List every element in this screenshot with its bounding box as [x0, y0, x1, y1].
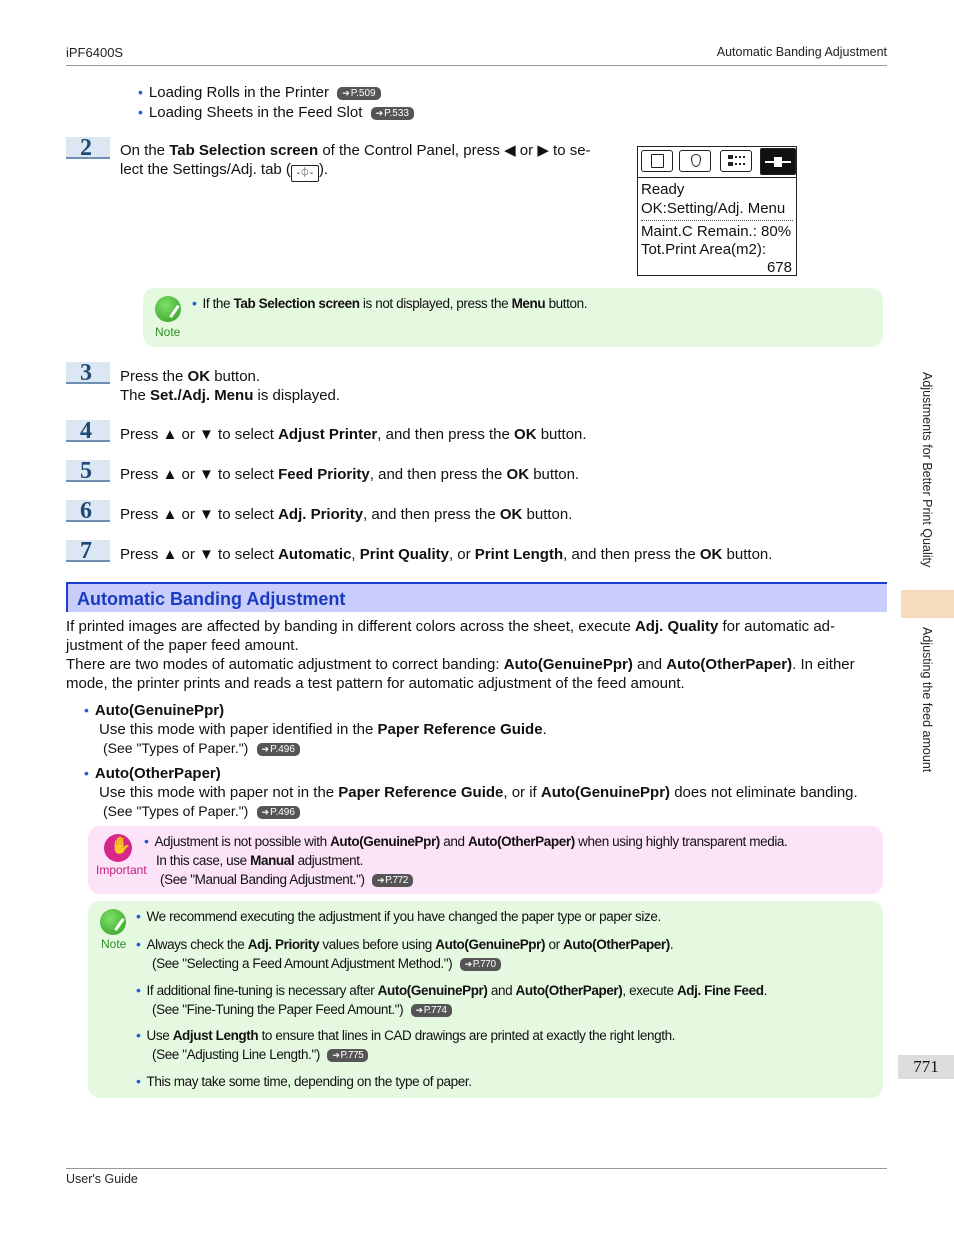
important-hand-icon: [104, 834, 132, 862]
text: and: [439, 834, 468, 849]
see-text: (See "Adjusting Line Length."): [152, 1047, 320, 1062]
bullet-icon: •: [84, 765, 89, 781]
left-arrow-icon: ◀: [504, 142, 516, 159]
lcd-print-area-value: 678: [766, 259, 792, 276]
settings-tab-icon: -⏀-: [291, 165, 319, 182]
note-item: [136, 907, 661, 926]
bullet-icon: •: [136, 1027, 141, 1043]
see-text: (See "Selecting a Feed Amount Adjustment Method."): [152, 956, 453, 971]
text: Use this mode with paper identified in the: [99, 721, 378, 738]
text: We recommend executing the adjustment if you have changed the paper type or paper size.: [146, 909, 661, 924]
lcd-print-area-label: Tot.Print Area(m2):: [641, 241, 767, 258]
note-item: [192, 294, 587, 313]
step-number: 5: [66, 460, 110, 482]
see-text: (See "Manual Banding Adjustment."): [160, 872, 365, 887]
text: Use this mode with paper not in the: [99, 784, 339, 801]
note-item: [136, 935, 673, 973]
text: The: [120, 387, 151, 404]
bullet-icon: •: [136, 936, 141, 952]
text: button.: [722, 546, 773, 563]
step-3-text: [120, 367, 340, 405]
emph: Auto(GenuinePpr): [503, 656, 633, 673]
step-7-text: [120, 545, 772, 564]
text: Adjustment is not possible with: [154, 834, 331, 849]
important-label: Important: [96, 863, 147, 877]
emph: Auto(OtherPaper): [515, 983, 623, 998]
text: mode, the printer prints and reads a test pattern for automatic adjustment of the feed amount.: [66, 675, 685, 692]
section-title: Automatic Banding Adjustment: [77, 589, 346, 609]
emph: Auto(GenuinePpr): [330, 834, 440, 849]
emph: Auto(GenuinePpr): [435, 937, 546, 952]
text: If additional fine-tuning is necessary after: [146, 983, 378, 998]
text: In this case, use: [156, 853, 251, 868]
text: , and then press the: [363, 506, 500, 523]
text: This may take some time, depending on the type of paper.: [146, 1074, 472, 1089]
footer-rule: [66, 1168, 887, 1169]
text: or: [545, 937, 564, 952]
lcd-tab-bar: [638, 147, 796, 178]
text: ,: [351, 546, 360, 563]
note-item: [136, 1072, 472, 1091]
emph: OK: [514, 426, 537, 443]
step-2-text: [120, 141, 625, 182]
footer-guide-title: User's Guide: [66, 1172, 138, 1186]
paper-tab-icon: [641, 150, 673, 172]
text: button.: [545, 296, 588, 311]
see-text: (See "Fine-Tuning the Paper Feed Amount."): [152, 1002, 404, 1017]
page-ref-link[interactable]: ➔ P.533: [371, 107, 414, 120]
text: button.: [210, 368, 261, 385]
text: There are two modes of automatic adjustment to correct banding:: [66, 656, 504, 673]
text: or: [515, 142, 538, 159]
bullet-icon: •: [136, 982, 141, 998]
lcd-maint-remain: Maint.C Remain.: 80%: [641, 223, 792, 240]
text: If printed images are affected by banding in different colors across the sheet, execute: [66, 618, 635, 635]
emph: Menu: [511, 296, 546, 311]
side-chapter-title[interactable]: Adjustments for Better Print Quality: [920, 372, 934, 568]
text: . In either: [792, 656, 855, 673]
header-product: iPF6400S: [66, 45, 124, 60]
header-section-title: Automatic Banding Adjustment: [716, 45, 887, 59]
text: and: [487, 983, 516, 998]
settings-adj-tab-icon: [760, 148, 796, 175]
text: Press ▲ or ▼ to select: [120, 466, 279, 483]
page-ref-link[interactable]: ➔ P.496: [257, 806, 300, 819]
ink-tab-icon: [679, 150, 711, 172]
emph: Adj. Priority: [278, 506, 364, 523]
see-text: (See "Types of Paper."): [103, 740, 249, 756]
text: , or if: [503, 784, 541, 801]
right-arrow-icon: ▶: [537, 142, 549, 159]
text: .: [542, 721, 547, 738]
control-panel-display: [637, 146, 797, 276]
bullet-icon: •: [192, 295, 197, 311]
step-4-text: [120, 425, 587, 444]
text: , and then press the: [369, 466, 507, 483]
text: , execute: [622, 983, 677, 998]
text: If the: [202, 296, 234, 311]
emph: Automatic: [278, 546, 352, 563]
intro-bullet: [138, 103, 414, 122]
note-icon: [100, 909, 126, 935]
emph: Print Length: [474, 546, 564, 563]
emph: Feed Priority: [278, 466, 370, 483]
mode-item: [84, 764, 899, 821]
text: , and then press the: [563, 546, 700, 563]
mode-item: [84, 701, 894, 758]
side-active-tab-marker: [901, 590, 954, 618]
text: does not eliminate banding.: [670, 784, 858, 801]
bullet-icon: •: [136, 1073, 141, 1089]
text: to se-: [548, 142, 591, 159]
mode-title: Auto(GenuinePpr): [94, 702, 225, 719]
emph: OK: [187, 368, 211, 385]
text: button.: [536, 426, 587, 443]
step-6-text: [120, 505, 572, 524]
step-number: 6: [66, 500, 110, 522]
emph: Set./Adj. Menu: [150, 387, 254, 404]
lcd-menu-hint: OK:Setting/Adj. Menu: [641, 200, 786, 217]
text: .: [763, 983, 767, 998]
note-item: [136, 1026, 675, 1064]
text: for automatic ad-: [718, 618, 836, 635]
section-heading: [66, 582, 887, 612]
emph: Tab Selection screen: [169, 142, 319, 159]
text: Always check the: [146, 937, 248, 952]
section-intro: [66, 617, 890, 693]
emph: Auto(OtherPaper): [467, 834, 575, 849]
text: justment of the paper feed amount.: [66, 637, 299, 654]
mode-title: Auto(OtherPaper): [94, 765, 221, 782]
text: and: [632, 656, 667, 673]
note-item: [136, 981, 767, 1019]
step-5-text: [120, 465, 579, 484]
text: Press ▲ or ▼ to select: [120, 426, 279, 443]
emph: Adj. Priority: [247, 937, 320, 952]
page-ref-link[interactable]: ➔ P.775: [327, 1049, 368, 1062]
text: button.: [529, 466, 580, 483]
step-number: 4: [66, 420, 110, 442]
text: Use: [146, 1028, 173, 1043]
text: is not displayed, press the: [359, 296, 512, 311]
text: button.: [522, 506, 573, 523]
see-text: (See "Types of Paper."): [103, 803, 249, 819]
note-icon: [155, 296, 181, 322]
emph: Auto(GenuinePpr): [377, 983, 488, 998]
note-label: Note: [101, 937, 127, 951]
emph: Adjust Printer: [278, 426, 378, 443]
emph: Paper Reference Guide: [338, 784, 504, 801]
text: of the Control Panel, press: [318, 142, 505, 159]
side-section-title[interactable]: Adjusting the feed amount: [920, 627, 934, 773]
page-number: 771: [898, 1055, 954, 1079]
bullet-icon: •: [84, 702, 89, 718]
emph: OK: [506, 466, 530, 483]
bullet-text: Loading Rolls in the Printer: [148, 84, 330, 101]
page-ref-link[interactable]: ➔ P.509: [337, 87, 380, 100]
text: , or: [448, 546, 475, 563]
emph: Tab Selection screen: [233, 296, 360, 311]
step-number: 2: [66, 137, 110, 159]
text: Press ▲ or ▼ to select: [120, 546, 279, 563]
text: Press ▲ or ▼ to select: [120, 506, 279, 523]
emph: Print Quality: [359, 546, 449, 563]
bullet-icon: •: [136, 908, 141, 924]
note-label: Note: [155, 325, 181, 339]
text: ).: [318, 161, 329, 178]
important-item: [144, 832, 787, 889]
text: lect the Settings/Adj. tab (: [120, 161, 291, 178]
step-number: 7: [66, 540, 110, 562]
bullet-icon: •: [144, 833, 149, 849]
page-ref-link[interactable]: ➔ P.496: [257, 743, 300, 756]
emph: OK: [499, 506, 523, 523]
text: , and then press the: [377, 426, 515, 443]
lcd-divider: [641, 220, 793, 221]
intro-bullet: [138, 83, 381, 102]
emph: Paper Reference Guide: [377, 721, 543, 738]
important-box: [88, 826, 883, 894]
emph: Auto(GenuinePpr): [540, 784, 671, 801]
bullet-icon: •: [138, 104, 143, 120]
header-rule: [66, 65, 887, 66]
note-box: [143, 288, 883, 347]
page-ref-link[interactable]: ➔ P.770: [460, 958, 501, 971]
emph: Adjust Length: [172, 1028, 259, 1043]
text: when using highly transparent media.: [574, 834, 788, 849]
emph: Manual: [250, 853, 295, 868]
job-tab-icon: [720, 150, 752, 172]
text: Press the: [120, 368, 188, 385]
page-ref-link[interactable]: ➔ P.772: [372, 874, 413, 887]
bullet-icon: •: [138, 84, 143, 100]
bullet-text: Loading Sheets in the Feed Slot: [148, 104, 363, 121]
text: On the: [120, 142, 170, 159]
text: adjustment.: [294, 853, 363, 868]
emph: Adj. Quality: [634, 618, 719, 635]
text: values before using: [319, 937, 436, 952]
step-number: 3: [66, 362, 110, 384]
note-box: [88, 901, 883, 1098]
lcd-status: Ready: [641, 181, 685, 198]
page-ref-link[interactable]: ➔ P.774: [411, 1004, 452, 1017]
emph: OK: [699, 546, 723, 563]
text: .: [669, 937, 674, 952]
emph: Auto(OtherPaper): [563, 937, 670, 952]
text: to ensure that lines in CAD drawings are printed at exactly the right length.: [258, 1028, 676, 1043]
emph: Adj. Fine Feed: [676, 983, 764, 998]
emph: Auto(OtherPaper): [666, 656, 793, 673]
text: is displayed.: [253, 387, 341, 404]
